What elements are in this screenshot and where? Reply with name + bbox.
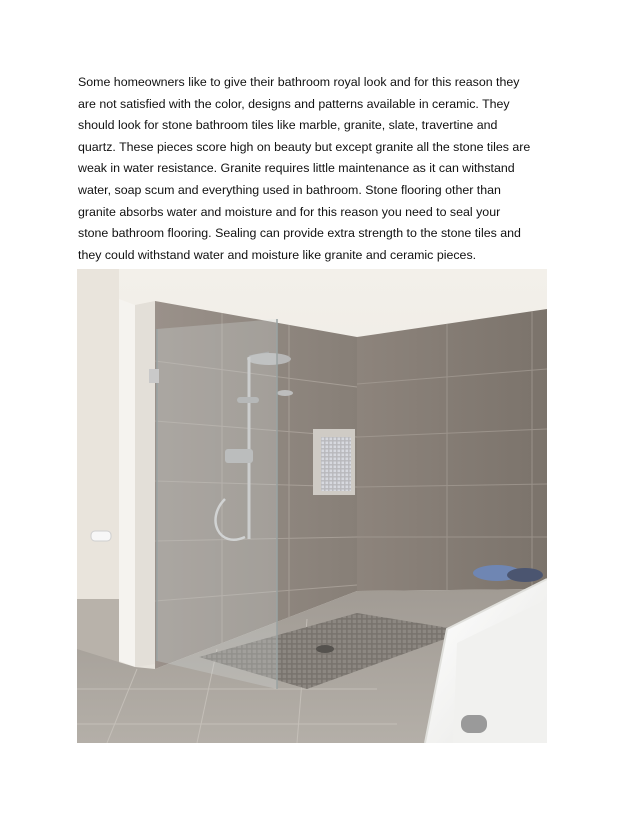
bathroom-photo <box>77 269 547 743</box>
body-paragraph <box>78 72 568 266</box>
paragraph-line: Some homeowners like to give their bathroom royal look and for this reason they <box>78 75 520 89</box>
paragraph-line: stone bathroom flooring. Sealing can provide extra strength to the stone tiles and <box>78 226 521 241</box>
paragraph-line: weak in water resistance. Granite requires little maintenance as it can withstand <box>78 161 515 176</box>
paragraph-line: water, soap scum and everything used in bathroom. Stone flooring other than <box>78 182 501 197</box>
paragraph-line: they could withstand water and moisture like granite and ceramic pieces. <box>78 247 477 262</box>
paragraph-line: granite absorbs water and moisture and for this reason you need to seal your <box>78 204 501 219</box>
paragraph-line: should look for stone bathroom tiles like marble, granite, slate, travertine and <box>78 118 498 133</box>
paragraph-line: quartz. These pieces score high on beauty but except granite all the stone tiles are <box>78 139 531 154</box>
paragraph-line: are not satisfied with the color, designs and patterns available in ceramic. They <box>78 96 510 111</box>
